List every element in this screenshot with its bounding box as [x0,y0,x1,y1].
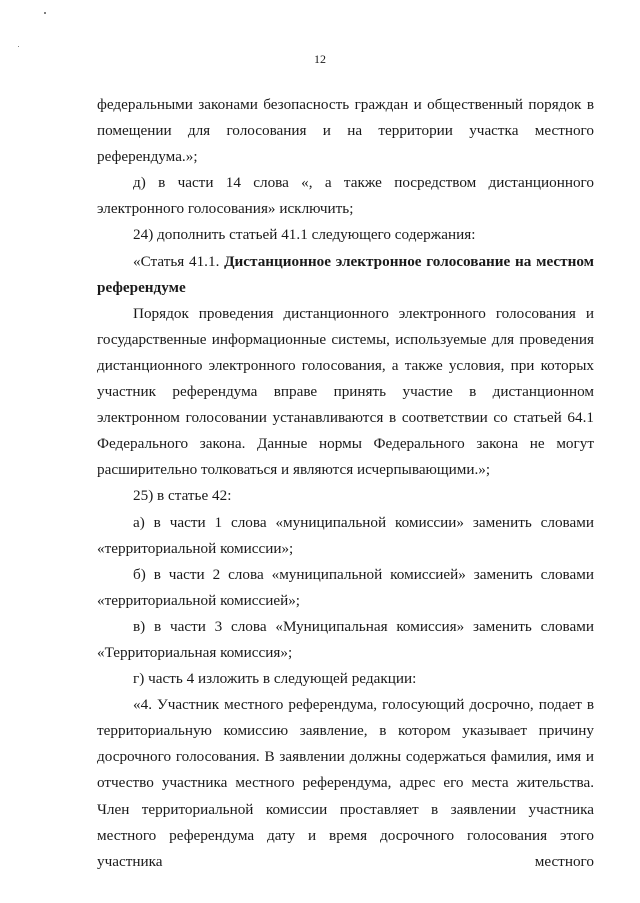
paragraph: Порядок проведения дистанционного электронного голосования и государственные информационные системы, используемые для проведения дистанционного электронного голосования, а также условия, при которых участник референдума вправе принять участие в дистанционном электронном голосовании устанавливаются в соответствии со статьей 64.1 Федерального закона. Данные нормы Федерального закона не могут расширительно толковаться и являются исчерпывающими.»; [97,304,594,479]
document-body [97,92,594,875]
paragraph: федеральными законами безопасность граждан и общественный порядок в помещении для голосования и на территории участка местного референдума.»; [97,96,594,166]
paragraph: 24) дополнить статьей 41.1 следующего содержания: [133,226,476,244]
paragraph: д) в части 14 слова «, а также посредством дистанционного электронного голосования» исключить; [97,174,594,218]
paragraph: г) часть 4 изложить в следующей редакции: [133,670,417,688]
scan-speck [18,46,19,47]
paragraph: 25) в статье 42: [133,487,232,505]
paragraph: б) в части 2 слова «муниципальной комиссией» заменить словами «территориальной комиссией»; [97,565,594,609]
article-heading [97,249,594,301]
article-heading-title: Дистанционное электронное голосование на местном референдуме [97,252,594,296]
paragraph: а) в части 1 слова «муниципальной комиссии» заменить словами «территориальной комиссии»; [97,513,594,557]
scan-speck [44,12,46,14]
article-heading-prefix: «Статья 41.1. [133,252,225,270]
paragraph: в) в части 3 слова «Муниципальная комиссия» заменить словами «Территориальная комиссия»; [97,617,594,661]
paragraph: «4. Участник местного референдума, голосующий досрочно, подает в территориальную комиссию заявление, в котором указывает причину досрочного голосования. В заявлении должны содержаться фамилия, имя и отчество участника местного референдума, адрес его места жительства. Член территориальной комиссии проставляет в заявлении участника местного референдума дату и время досрочного голосования этого участника местного [97,696,594,870]
page-number: 12 [314,52,326,66]
